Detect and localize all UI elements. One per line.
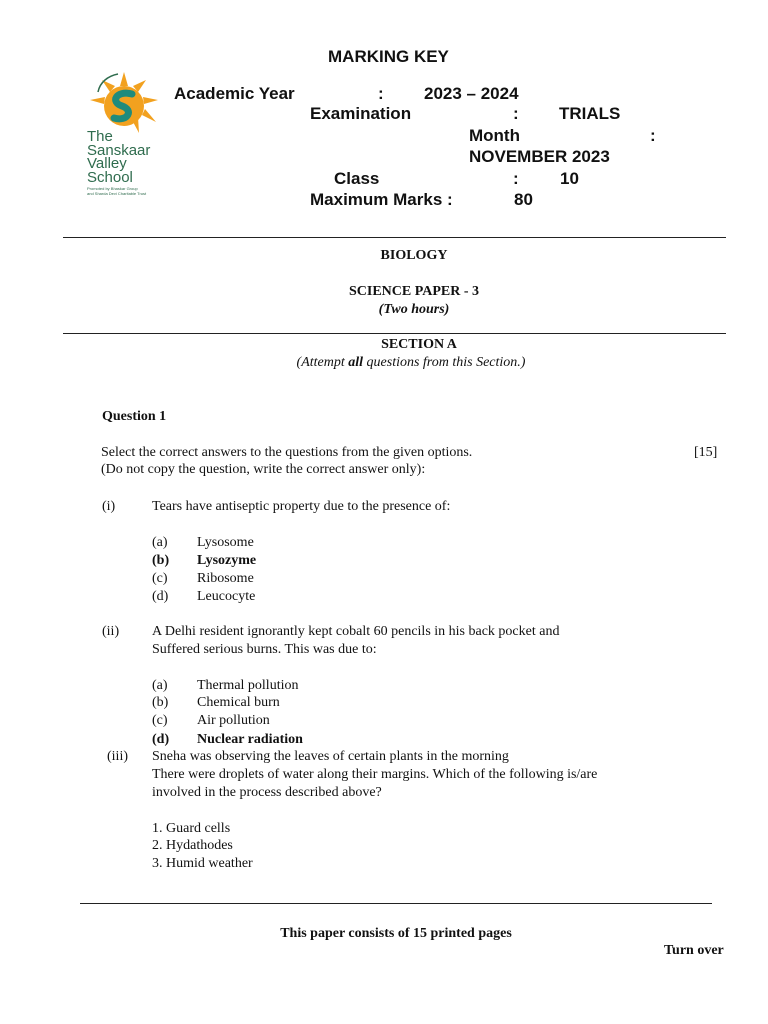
question-marks: [15]	[694, 445, 718, 460]
q1-text: Tears have antiseptic property due to the presence of:	[152, 499, 451, 514]
q1-option-a-label: (a)	[152, 535, 168, 550]
q2-option-a-text: Thermal pollution	[197, 678, 299, 693]
section-instruction	[0, 355, 768, 371]
q2-text-2: Suffered serious burns. This was due to:	[152, 642, 377, 657]
paper-duration: (Two hours)	[378, 302, 450, 317]
logo-line-4: School	[87, 168, 133, 186]
section-instruction-pre: (Attempt	[296, 355, 349, 370]
q1-option-d-label: (d)	[152, 589, 169, 604]
q2-option-b-text: Chemical burn	[197, 695, 280, 710]
max-marks-value: 80	[514, 190, 533, 209]
q2-option-b-label: (b)	[152, 695, 169, 710]
paper-title: SCIENCE PAPER - 3	[348, 284, 480, 299]
logo-line-2: Sanskaar	[87, 141, 151, 159]
academic-year-colon: :	[378, 84, 384, 103]
header-divider	[63, 237, 726, 238]
month-value: NOVEMBER 2023	[469, 147, 610, 166]
q1-option-d-text: Leucocyte	[197, 589, 256, 604]
footer-pages: This paper consists of 15 printed pages	[280, 926, 512, 941]
q2-text-1: A Delhi resident ignorantly kept cobalt 60 pencils in his back pocket and	[152, 624, 560, 639]
question-title: Question 1	[102, 409, 167, 424]
q2-number: (ii)	[102, 624, 120, 639]
max-marks-label: Maximum Marks :	[310, 190, 453, 209]
q2-option-d-label: (d)	[152, 732, 170, 747]
q3-text-3: involved in the process described above?	[152, 785, 382, 800]
subject-title: BIOLOGY	[380, 248, 448, 263]
logo-wordmark	[87, 130, 150, 184]
q3-text-2: There were droplets of water along their margins. Which of the following is/are	[152, 767, 598, 782]
page-title: MARKING KEY	[328, 47, 449, 66]
class-colon: :	[513, 169, 519, 188]
q1-option-b-text: Lysozyme	[197, 553, 257, 568]
class-label: Class	[334, 169, 380, 188]
examination-colon: :	[513, 104, 519, 123]
q3-item-2: 2. Hydathodes	[152, 838, 233, 853]
q1-option-a-text: Lysosome	[197, 535, 254, 550]
question-instruction-1: Select the correct answers to the questions from the given options.	[101, 445, 473, 460]
logo-line-1: The	[87, 128, 113, 145]
section-title: SECTION A	[381, 337, 457, 352]
q2-option-c-label: (c)	[152, 713, 168, 728]
academic-year-label: Academic Year	[174, 84, 295, 103]
q3-text-1: Sneha was observing the leaves of certain plants in the morning	[152, 749, 509, 764]
q3-item-3: 3. Humid weather	[152, 856, 253, 871]
q3-item-1: 1. Guard cells	[152, 821, 231, 836]
logo-tagline	[87, 186, 146, 196]
q1-option-c-text: Ribosome	[197, 571, 254, 586]
q2-option-a-label: (a)	[152, 678, 168, 693]
footer-divider	[80, 903, 712, 904]
section-instruction-bold: all	[348, 355, 364, 370]
q1-number: (i)	[102, 499, 116, 514]
q2-option-d-text: Nuclear radiation	[197, 732, 303, 747]
logo-tagline-1: Promoted by Bhaskar Group	[87, 186, 138, 191]
q3-number: (iii)	[107, 749, 128, 764]
examination-label: Examination	[310, 104, 412, 123]
class-value: 10	[560, 169, 579, 188]
question-instruction-2: (Do not copy the question, write the correct answer only):	[101, 462, 426, 477]
examination-value: TRIALS	[559, 104, 621, 123]
section-divider	[63, 333, 726, 334]
academic-year-value: 2023 – 2024	[424, 84, 519, 103]
month-label: Month	[469, 126, 520, 145]
q2-option-c-text: Air pollution	[197, 713, 270, 728]
logo-tagline-2: and Sharda Devi Charitable Trust	[87, 191, 147, 196]
month-colon: :	[650, 126, 656, 145]
q1-option-c-label: (c)	[152, 571, 168, 586]
section-instruction-post: questions from this Section.)	[363, 355, 526, 370]
footer-turn-over: Turn over	[664, 943, 724, 958]
q1-option-b-label: (b)	[152, 553, 170, 568]
logo-line-3: Valley	[87, 155, 127, 172]
